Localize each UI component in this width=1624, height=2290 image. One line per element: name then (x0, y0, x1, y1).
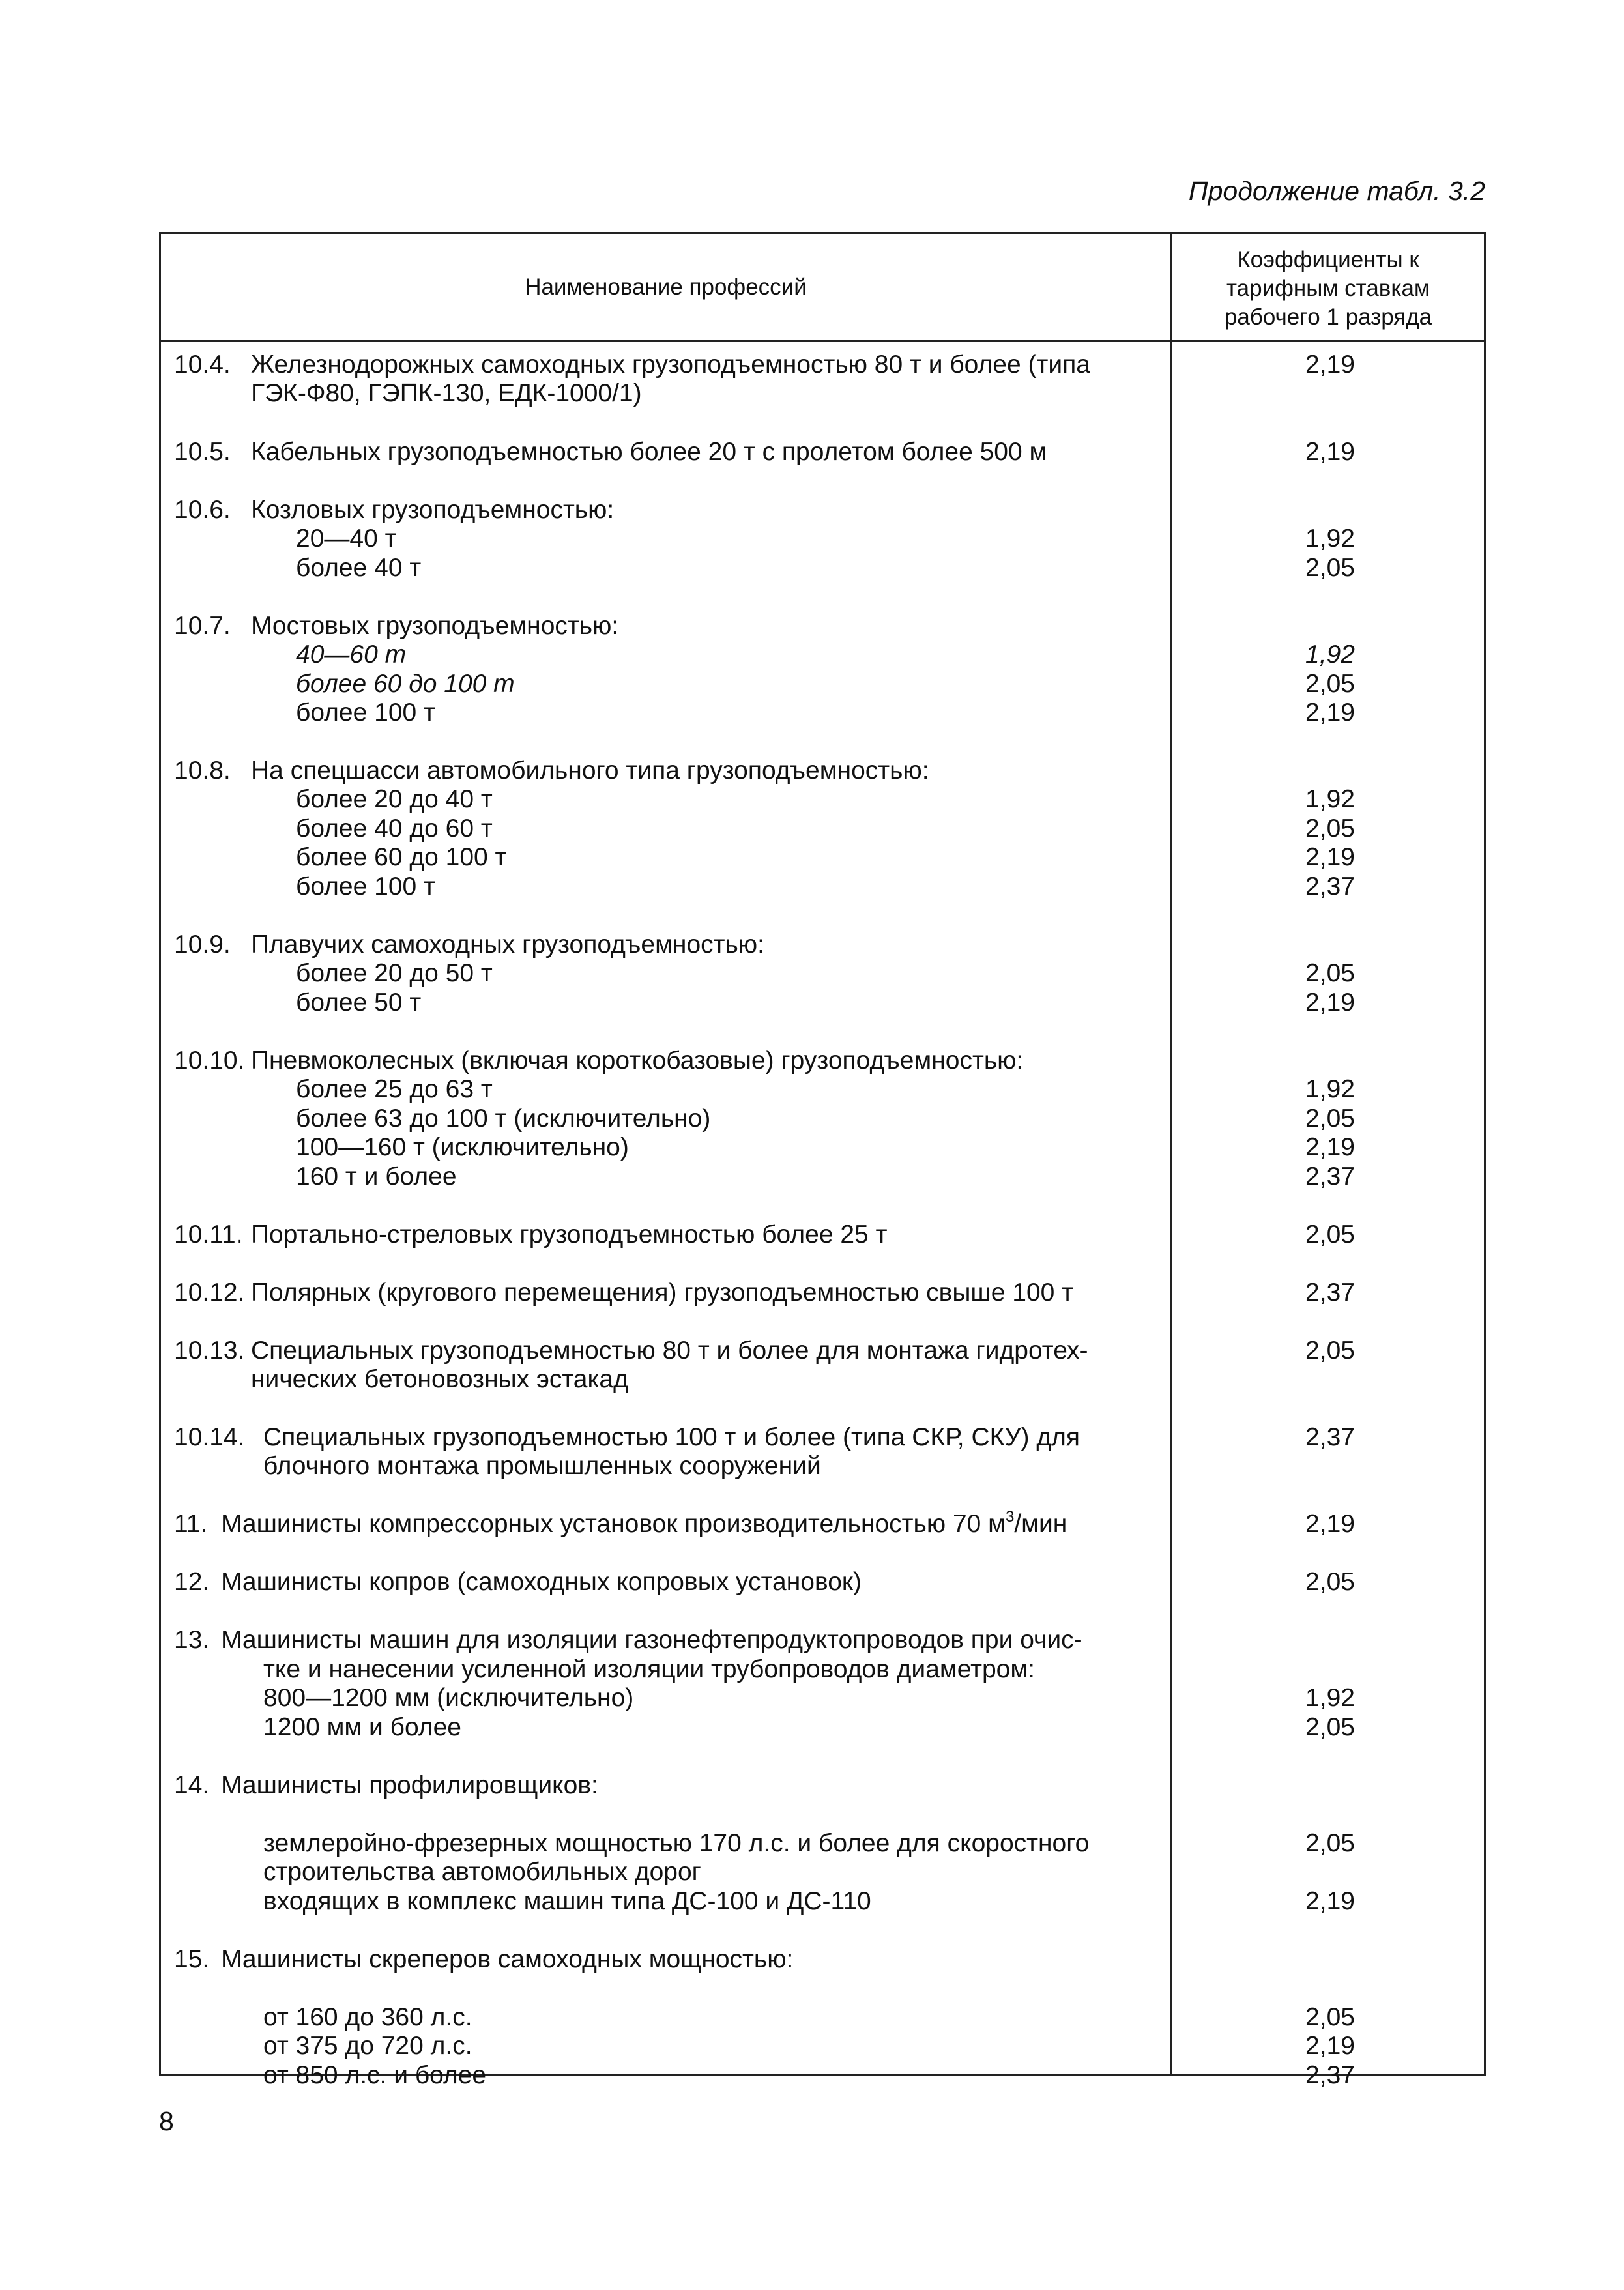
profession-text-main: нических бетоновозных эстакад (251, 1365, 628, 1393)
profession-text (251, 1046, 1023, 1075)
profession-text (296, 669, 515, 699)
coefficient-value: 2,05 (1305, 554, 1355, 582)
profession-text-main: 1200 мм и более (263, 1713, 461, 1741)
profession-text-main: 20—40 т (296, 525, 397, 553)
profession-text-main: более 25 до 63 т (296, 1075, 493, 1103)
page-number: 8 (159, 2106, 174, 2136)
profession-text (263, 2031, 472, 2061)
profession-text (251, 930, 764, 959)
profession-text (296, 1162, 457, 1191)
profession-text-main: Машинисты компрессорных установок производительностью 70 м (221, 1510, 1006, 1538)
profession-text-main: от 160 до 360 л.с. (263, 2003, 472, 2031)
profession-text-main: более 50 т (296, 989, 422, 1017)
profession-text (296, 1075, 493, 1104)
profession-text (251, 1336, 1088, 1365)
profession-text-main: более 63 до 100 т (исключительно) (296, 1105, 711, 1133)
profession-text (296, 553, 421, 583)
superscript: 3 (1005, 1508, 1015, 1526)
profession-text-main: Машинисты скреперов самоходных мощностью: (221, 1945, 794, 1973)
profession-text (263, 1655, 1035, 1684)
coefficient-value: 2,05 (1305, 959, 1355, 987)
row-number: 12. (174, 1568, 210, 1596)
profession-text (263, 1451, 821, 1481)
coefficient-value: 2,05 (1305, 670, 1355, 698)
profession-text-main: строительства автомобильных дорог (263, 1858, 701, 1886)
header-divider (161, 340, 1484, 342)
profession-text-main: Козловых грузоподъемностью: (251, 496, 615, 524)
profession-text-main: от 375 до 720 л.с. (263, 2032, 472, 2060)
profession-text-main: ГЭК-Ф80, ГЭПК-130, ЕДК-1000/1) (251, 379, 642, 407)
profession-text (263, 1423, 1080, 1452)
coefficient-value: 2,37 (1305, 873, 1355, 901)
coefficient-value: 2,19 (1305, 1133, 1355, 1161)
profession-text (221, 1771, 598, 1800)
profession-text (251, 1278, 1073, 1307)
profession-text-main: 40—60 т (296, 641, 407, 669)
coefficient-value: 2,05 (1305, 1221, 1355, 1249)
coefficient-value: 1,92 (1305, 641, 1355, 669)
profession-text-main: Машинисты машин для изоляции газонефтепродуктопроводов при очис- (221, 1626, 1082, 1654)
profession-text (251, 495, 614, 525)
profession-text (251, 437, 1047, 467)
profession-text (296, 524, 396, 553)
header-coef-line: Коэффициенты к (1237, 247, 1419, 272)
profession-text-main: 160 т и более (296, 1163, 457, 1191)
profession-text-tail: /мин (1014, 1510, 1067, 1538)
row-number: 10.5. (174, 438, 231, 466)
row-number: 10.7. (174, 612, 231, 640)
profession-text-main: На спецшасси автомобильного типа грузоподъемностью: (251, 757, 929, 785)
coefficient-value: 2,19 (1305, 843, 1355, 871)
profession-text (251, 1220, 887, 1249)
profession-text-main: более 100 т (296, 873, 435, 901)
profession-text (263, 1683, 633, 1713)
profession-text-main: 100—160 т (исключительно) (296, 1133, 629, 1161)
profession-text-main: Плавучих самоходных грузоподъемностью: (251, 931, 764, 959)
row-number: 10.10. (174, 1047, 245, 1075)
profession-text-main: более 40 т (296, 554, 422, 582)
profession-text (251, 350, 1090, 379)
profession-text (296, 843, 506, 872)
coefficient-value: 2,19 (1305, 438, 1355, 466)
coefficient-value: 2,05 (1305, 1568, 1355, 1596)
coefficient-value: 2,37 (1305, 1163, 1355, 1191)
profession-text (263, 1829, 1089, 1858)
row-number: 10.14. (174, 1423, 245, 1451)
profession-text (296, 1133, 629, 1162)
profession-text (251, 611, 618, 641)
coefficient-value: 2,05 (1305, 1829, 1355, 1857)
profession-text (296, 1104, 710, 1133)
profession-text (296, 959, 493, 988)
coefficient-value: 2,05 (1305, 1105, 1355, 1133)
profession-text-main: входящих в комплекс машин типа ДС-100 и ДС-110 (263, 1887, 871, 1915)
profession-text-main: более 60 до 100 т (296, 670, 515, 698)
profession-text (263, 1713, 461, 1742)
coefficients-table (159, 232, 1486, 2089)
profession-text-main: более 100 т (296, 699, 435, 727)
coefficient-value: 2,37 (1305, 1279, 1355, 1307)
profession-text-main: Пневмоколесных (включая короткобазовые) грузоподъемностью: (251, 1047, 1024, 1075)
row-number: 10.12. (174, 1279, 245, 1307)
row-number: 10.11. (174, 1221, 243, 1249)
row-number: 10.8. (174, 757, 231, 785)
profession-text-main: 800—1200 мм (исключительно) (263, 1684, 634, 1712)
coefficient-value: 2,05 (1305, 2003, 1355, 2031)
coefficient-value: 2,19 (1305, 1887, 1355, 1915)
profession-text (251, 379, 642, 408)
coefficient-value: 2,05 (1305, 815, 1355, 843)
profession-text (296, 988, 421, 1017)
profession-text-main: от 850 л.с. и более (263, 2061, 487, 2089)
profession-text-main: Машинисты копров (самоходных копровых установок) (221, 1568, 862, 1596)
profession-text (296, 872, 435, 901)
coefficient-value: 2,19 (1305, 2032, 1355, 2060)
profession-text (296, 814, 493, 843)
header-coefficients (1172, 246, 1484, 332)
row-number: 11. (174, 1510, 208, 1538)
profession-text-main: более 60 до 100 т (296, 843, 507, 871)
profession-text-main: Специальных грузоподъемностью 80 т и более для монтажа гидротех- (251, 1337, 1088, 1365)
row-number: 14. (174, 1771, 210, 1799)
coefficient-value: 2,19 (1305, 699, 1355, 727)
profession-text-main: Полярных (кругового перемещения) грузоподъемностью свыше 100 т (251, 1279, 1074, 1307)
profession-text (263, 2003, 472, 2032)
coefficient-value: 1,92 (1305, 1684, 1355, 1712)
row-number: 10.13. (174, 1337, 245, 1365)
profession-text (296, 698, 435, 727)
coefficient-value: 2,05 (1305, 1337, 1355, 1365)
coefficient-value: 2,37 (1305, 2061, 1355, 2089)
profession-text (221, 1625, 1082, 1655)
coefficient-value: 2,37 (1305, 1423, 1355, 1451)
coefficient-value: 1,92 (1305, 525, 1355, 553)
coefficient-value: 1,92 (1305, 785, 1355, 813)
row-number: 10.4. (174, 351, 231, 379)
header-coef-line: рабочего 1 разряда (1224, 304, 1432, 330)
profession-text (221, 1945, 793, 1974)
profession-text (263, 1887, 871, 1916)
profession-text (296, 640, 406, 669)
profession-text (251, 756, 929, 785)
coefficient-value: 2,05 (1305, 1713, 1355, 1741)
row-number: 13. (174, 1626, 210, 1654)
row-number: 10.9. (174, 931, 231, 959)
profession-text-main: Машинисты профилировщиков: (221, 1771, 598, 1799)
row-number: 15. (174, 1945, 210, 1973)
table-caption: Продолжение табл. 3.2 (1188, 176, 1485, 206)
coefficient-value: 1,92 (1305, 1075, 1355, 1103)
profession-text-main: более 40 до 60 т (296, 815, 493, 843)
profession-text-main: Портально-стреловых грузоподъемностью более 25 т (251, 1221, 888, 1249)
coefficient-value: 2,19 (1305, 351, 1355, 379)
profession-text (296, 785, 493, 814)
coefficient-value: 2,19 (1305, 1510, 1355, 1538)
profession-text-main: Железнодорожных самоходных грузоподъемностью 80 т и более (типа (251, 351, 1090, 379)
profession-text (263, 2061, 486, 2090)
profession-text-main: Мостовых грузоподъемностью: (251, 612, 619, 640)
profession-text-main: Кабельных грузоподъемностью более 20 т с пролетом более 500 м (251, 438, 1047, 466)
profession-text (221, 1567, 862, 1597)
header-profession-name: Наименование профессий (525, 274, 807, 300)
profession-text-main: блочного монтажа промышленных сооружений (263, 1452, 821, 1480)
profession-text (263, 1857, 701, 1887)
coefficient-value: 2,19 (1305, 989, 1355, 1017)
profession-text (251, 1365, 628, 1394)
profession-text (221, 1509, 1067, 1539)
header-coef-line: тарифным ставкам (1226, 276, 1430, 301)
profession-text-main: Специальных грузоподъемностью 100 т и более (типа СКР, СКУ) для (263, 1423, 1080, 1451)
profession-text-main: тке и нанесении усиленной изоляции трубопроводов диаметром: (263, 1655, 1035, 1683)
profession-text-main: более 20 до 50 т (296, 959, 493, 987)
row-number: 10.6. (174, 496, 231, 524)
profession-text-main: землеройно-фрезерных мощностью 170 л.с. и более для скоростного (263, 1829, 1090, 1857)
profession-text-main: более 20 до 40 т (296, 785, 493, 813)
